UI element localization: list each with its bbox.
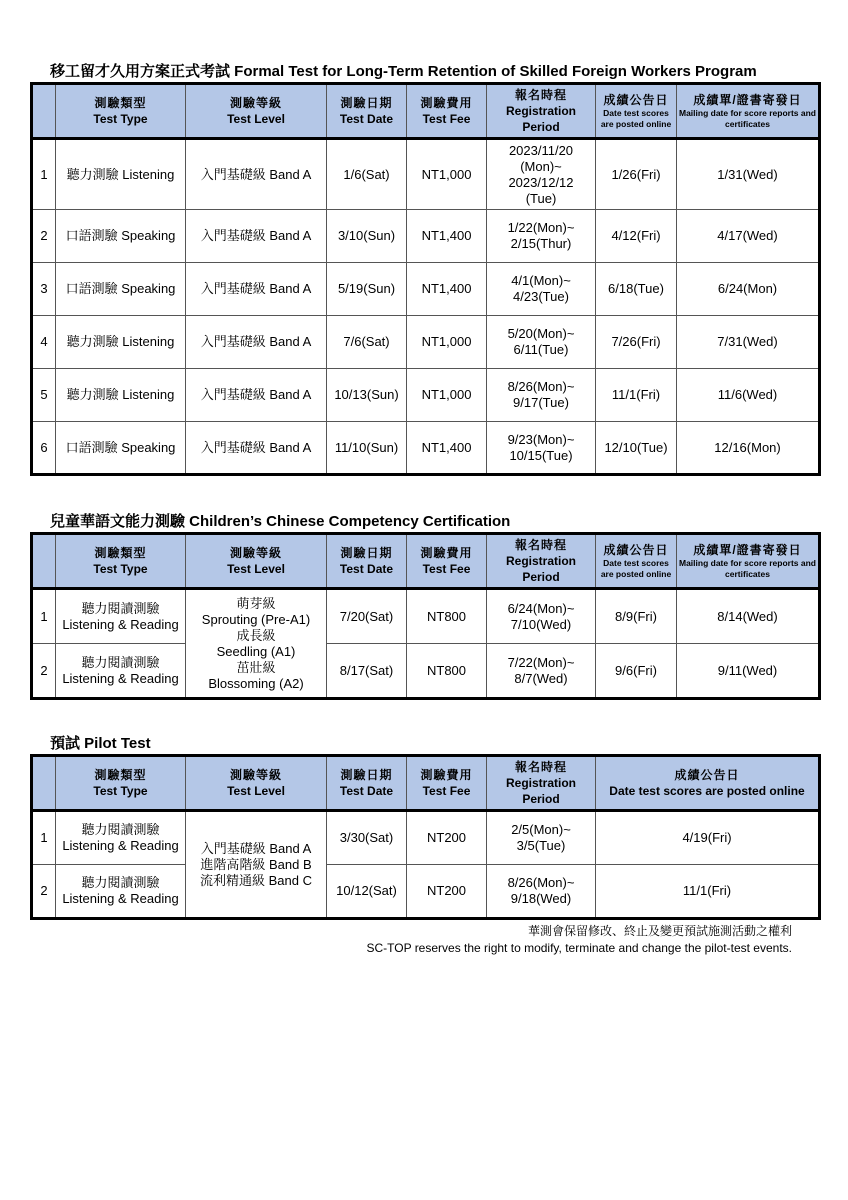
mailing-date-cell: 7/31(Wed) [677,316,820,369]
table-row [32,316,820,369]
mailing-date-cell: 11/6(Wed) [677,369,820,422]
mailing-date-cell: 12/16(Mon) [677,422,820,475]
test-level-cell: 入門基礎級 Band A [186,422,327,475]
mailing-date-cell: 4/17(Wed) [677,210,820,263]
row-number: 1 [32,139,56,210]
registration-period-cell: 8/26(Mon)~ 9/18(Wed) [487,865,596,919]
mailing-date-cell: 8/14(Wed) [677,589,820,644]
row-number: 1 [32,811,56,865]
header-no [32,756,56,811]
row-number: 5 [32,369,56,422]
test-level-cell: 入門基礎級 Band A [186,316,327,369]
header-mailing-date: 成績單/證書寄發日 Mailing date for score reports and certificates [677,84,820,139]
test-fee-cell: NT800 [407,644,487,699]
test-date-cell: 11/10(Sun) [327,422,407,475]
test-type-cell: 聽力測驗 Listening [56,316,186,369]
registration-period-cell: 8/26(Mon)~ 9/17(Tue) [487,369,596,422]
score-date-cell: 7/26(Fri) [596,316,677,369]
test-level-cell: 入門基礎級 Band A [186,210,327,263]
header-no [32,534,56,589]
header-test-level: 測驗等級 Test Level [186,534,327,589]
registration-period-cell: 4/1(Mon)~ 4/23(Tue) [487,263,596,316]
score-date-cell: 11/1(Fri) [596,369,677,422]
registration-period-cell: 1/22(Mon)~ 2/15(Thur) [487,210,596,263]
header-mailing-date: 成績單/證書寄發日 Mailing date for score reports and certificates [677,534,820,589]
table-row [32,644,820,699]
registration-period-cell: 6/24(Mon)~ 7/10(Wed) [487,589,596,644]
test-type-cell: 口語測驗 Speaking [56,263,186,316]
test-date-cell: 8/17(Sat) [327,644,407,699]
pilot-test-table [30,754,821,920]
row-number: 2 [32,865,56,919]
test-fee-cell: NT1,000 [407,139,487,210]
test-type-cell: 口語測驗 Speaking [56,422,186,475]
header-test-fee: 測驗費用 Test Fee [407,534,487,589]
test-type-cell: 聽力閱讀測驗 Listening & Reading [56,865,186,919]
section-title-children-test: 兒童華語文能力測驗 Children’s Chinese Competency Certification [50,513,511,530]
test-date-cell: 5/19(Sun) [327,263,407,316]
table-header-row [32,756,820,811]
footnote-zh: 華測會保留修改、終止及變更預試施測活動之權利 [527,924,792,938]
registration-period-cell: 2023/11/20 (Mon)~ 2023/12/12 (Tue) [487,139,596,210]
formal-test-table [30,82,821,476]
test-date-cell: 1/6(Sat) [327,139,407,210]
test-level-cell: 萌芽級 Sprouting (Pre-A1) 成長級 Seedling (A1) 茁壯級 Blossoming (A2) [186,589,327,699]
registration-period-cell: 2/5(Mon)~ 3/5(Tue) [487,811,596,865]
header-score-date: 成績公告日 Date test scores are posted online [596,84,677,139]
test-fee-cell: NT1,400 [407,210,487,263]
row-number: 3 [32,263,56,316]
test-date-cell: 7/6(Sat) [327,316,407,369]
test-date-cell: 10/12(Sat) [327,865,407,919]
score-date-cell: 4/12(Fri) [596,210,677,263]
test-type-cell: 聽力閱讀測驗 Listening & Reading [56,589,186,644]
header-score-date: 成績公告日 Date test scores are posted online [596,756,820,811]
mailing-date-cell: 1/31(Wed) [677,139,820,210]
score-date-cell: 12/10(Tue) [596,422,677,475]
score-date-cell: 4/19(Fri) [596,811,820,865]
section-title-formal-test: 移工留才久用方案正式考試 Formal Test for Long-Term Retention of Skilled Foreign Workers Program [50,63,757,80]
score-date-cell: 6/18(Tue) [596,263,677,316]
test-level-cell: 入門基礎級 Band A [186,263,327,316]
test-type-cell: 聽力測驗 Listening [56,139,186,210]
header-test-date: 測驗日期 Test Date [327,756,407,811]
row-number: 6 [32,422,56,475]
test-fee-cell: NT1,000 [407,369,487,422]
table-row [32,263,820,316]
test-fee-cell: NT200 [407,811,487,865]
row-number: 2 [32,644,56,699]
header-test-date: 測驗日期 Test Date [327,534,407,589]
header-test-type: 測驗類型 Test Type [56,756,186,811]
test-type-cell: 聽力閱讀測驗 Listening & Reading [56,811,186,865]
table-row [32,369,820,422]
row-number: 4 [32,316,56,369]
header-test-fee: 測驗費用 Test Fee [407,84,487,139]
children-test-table [30,532,821,700]
table-row [32,589,820,644]
test-fee-cell: NT1,400 [407,263,487,316]
test-fee-cell: NT1,000 [407,316,487,369]
score-date-cell: 9/6(Fri) [596,644,677,699]
test-fee-cell: NT800 [407,589,487,644]
test-date-cell: 3/30(Sat) [327,811,407,865]
table-row [32,139,820,210]
table-row [32,210,820,263]
registration-period-cell: 5/20(Mon)~ 6/11(Tue) [487,316,596,369]
mailing-date-cell: 6/24(Mon) [677,263,820,316]
test-type-cell: 聽力閱讀測驗 Listening & Reading [56,644,186,699]
row-number: 1 [32,589,56,644]
table-row [32,811,820,865]
registration-period-cell: 7/22(Mon)~ 8/7(Wed) [487,644,596,699]
header-test-fee: 測驗費用 Test Fee [407,756,487,811]
registration-period-cell: 9/23(Mon)~ 10/15(Tue) [487,422,596,475]
score-date-cell: 11/1(Fri) [596,865,820,919]
header-score-date: 成績公告日 Date test scores are posted online [596,534,677,589]
score-date-cell: 8/9(Fri) [596,589,677,644]
test-level-cell: 入門基礎級 Band A [186,139,327,210]
test-type-cell: 口語測驗 Speaking [56,210,186,263]
table-row [32,422,820,475]
footnote-en: SC-TOP reserves the right to modify, terminate and change the pilot-test events. [366,941,792,955]
test-level-cell: 入門基礎級 Band A [186,369,327,422]
header-test-date: 測驗日期 Test Date [327,84,407,139]
header-registration-period: 報名時程 Registration Period [487,534,596,589]
header-test-level: 測驗等級 Test Level [186,756,327,811]
table-row [32,865,820,919]
test-date-cell: 3/10(Sun) [327,210,407,263]
test-date-cell: 10/13(Sun) [327,369,407,422]
table-header-row [32,84,820,139]
score-date-cell: 1/26(Fri) [596,139,677,210]
header-registration-period: 報名時程 Registration Period [487,84,596,139]
test-date-cell: 7/20(Sat) [327,589,407,644]
test-type-cell: 聽力測驗 Listening [56,369,186,422]
header-registration-period: 報名時程 Registration Period [487,756,596,811]
header-test-type: 測驗類型 Test Type [56,534,186,589]
test-fee-cell: NT1,400 [407,422,487,475]
header-no [32,84,56,139]
table-header-row [32,534,820,589]
section-title-pilot-test: 預試 Pilot Test [50,735,151,752]
test-level-cell: 入門基礎級 Band A 進階高階級 Band B 流利精通級 Band C [186,811,327,919]
row-number: 2 [32,210,56,263]
test-fee-cell: NT200 [407,865,487,919]
header-test-level: 測驗等級 Test Level [186,84,327,139]
header-test-type: 測驗類型 Test Type [56,84,186,139]
mailing-date-cell: 9/11(Wed) [677,644,820,699]
